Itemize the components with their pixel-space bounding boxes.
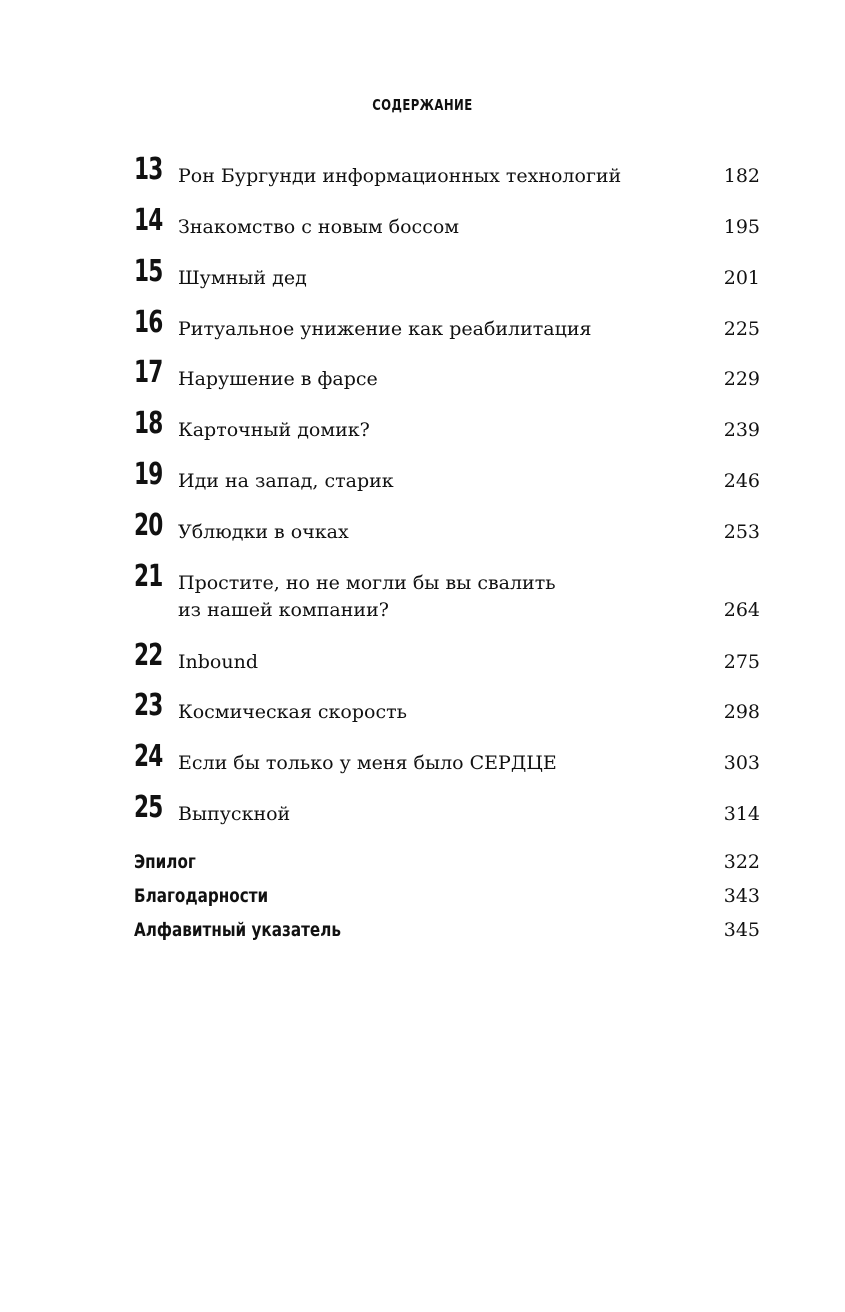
chapter-title: Inbound xyxy=(178,651,258,673)
page-number: 246 xyxy=(723,470,760,492)
page-number: 182 xyxy=(723,165,760,187)
toc-entry-chapter-15[interactable] xyxy=(134,254,760,297)
toc-entry-chapter-21[interactable] xyxy=(134,559,760,630)
toc-entry-chapter-17[interactable] xyxy=(134,355,760,398)
chapter-number: 21 xyxy=(134,559,163,594)
chapter-title: Иди на запад, старик xyxy=(178,470,394,492)
toc-entry-chapter-20[interactable] xyxy=(134,508,760,551)
page-number: 253 xyxy=(723,521,760,543)
toc-entry-chapter-18[interactable] xyxy=(134,406,760,449)
toc-entry-chapter-24[interactable] xyxy=(134,739,760,782)
chapter-number: 16 xyxy=(134,305,163,340)
chapter-number: 18 xyxy=(134,406,163,441)
toc-entry-chapter-13[interactable] xyxy=(134,152,760,195)
chapter-title xyxy=(178,570,678,624)
chapter-number: 14 xyxy=(134,203,163,238)
section-title: Благодарности xyxy=(134,885,269,907)
chapter-title-line-1: Простите, но не могли бы вы свалить xyxy=(178,572,556,594)
toc-entry-chapter-19[interactable] xyxy=(134,457,760,500)
toc-entry-chapter-22[interactable] xyxy=(134,638,760,681)
chapter-number: 22 xyxy=(134,638,163,673)
page-number: 229 xyxy=(723,368,760,390)
toc-entry-chapter-14[interactable] xyxy=(134,203,760,246)
page-number: 343 xyxy=(723,885,760,907)
toc-entry-index[interactable] xyxy=(134,917,760,945)
chapter-title: Рон Бургунди информационных технологий xyxy=(178,165,622,187)
section-title: Эпилог xyxy=(134,851,196,873)
chapter-number: 20 xyxy=(134,508,163,543)
page-number: 303 xyxy=(723,752,760,774)
chapter-number: 19 xyxy=(134,457,163,492)
chapter-title: Нарушение в фарсе xyxy=(178,368,378,390)
toc-entry-acknowledgements[interactable] xyxy=(134,883,760,911)
page-number: 264 xyxy=(723,599,760,621)
page-number: 225 xyxy=(723,318,760,340)
chapter-title: Ритуальное унижение как реабилитация xyxy=(178,318,592,340)
page-title: СОДЕРЖАНИЕ xyxy=(372,96,473,114)
page-number: 322 xyxy=(723,851,760,873)
page-number: 239 xyxy=(723,419,760,441)
page-number: 201 xyxy=(723,267,760,289)
chapter-title: Знакомство с новым боссом xyxy=(178,216,460,238)
chapter-number: 13 xyxy=(134,152,163,187)
chapter-number: 24 xyxy=(134,739,163,774)
chapter-number: 25 xyxy=(134,790,163,825)
page-number: 195 xyxy=(723,216,760,238)
toc-entry-epilogue[interactable] xyxy=(134,849,760,877)
page-number: 275 xyxy=(723,651,760,673)
section-title: Алфавитный указатель xyxy=(134,919,341,941)
chapter-number: 15 xyxy=(134,254,163,289)
chapter-title-line-2: из нашей компании? xyxy=(178,599,389,621)
page-number: 298 xyxy=(723,701,760,723)
chapter-title: Космическая скорость xyxy=(178,701,407,723)
chapter-title: Выпускной xyxy=(178,803,291,825)
toc-entry-chapter-16[interactable] xyxy=(134,305,760,348)
chapter-number: 23 xyxy=(134,688,163,723)
chapter-title: Если бы только у меня было СЕРДЦЕ xyxy=(178,752,557,774)
toc-entry-chapter-25[interactable] xyxy=(134,790,760,833)
chapter-title: Карточный домик? xyxy=(178,419,370,441)
chapter-title: Ублюдки в очках xyxy=(178,521,349,543)
chapter-title: Шумный дед xyxy=(178,267,307,289)
chapter-number: 17 xyxy=(134,355,163,390)
toc-entry-chapter-23[interactable] xyxy=(134,688,760,731)
page-number: 345 xyxy=(723,919,760,941)
page-number: 314 xyxy=(723,803,760,825)
